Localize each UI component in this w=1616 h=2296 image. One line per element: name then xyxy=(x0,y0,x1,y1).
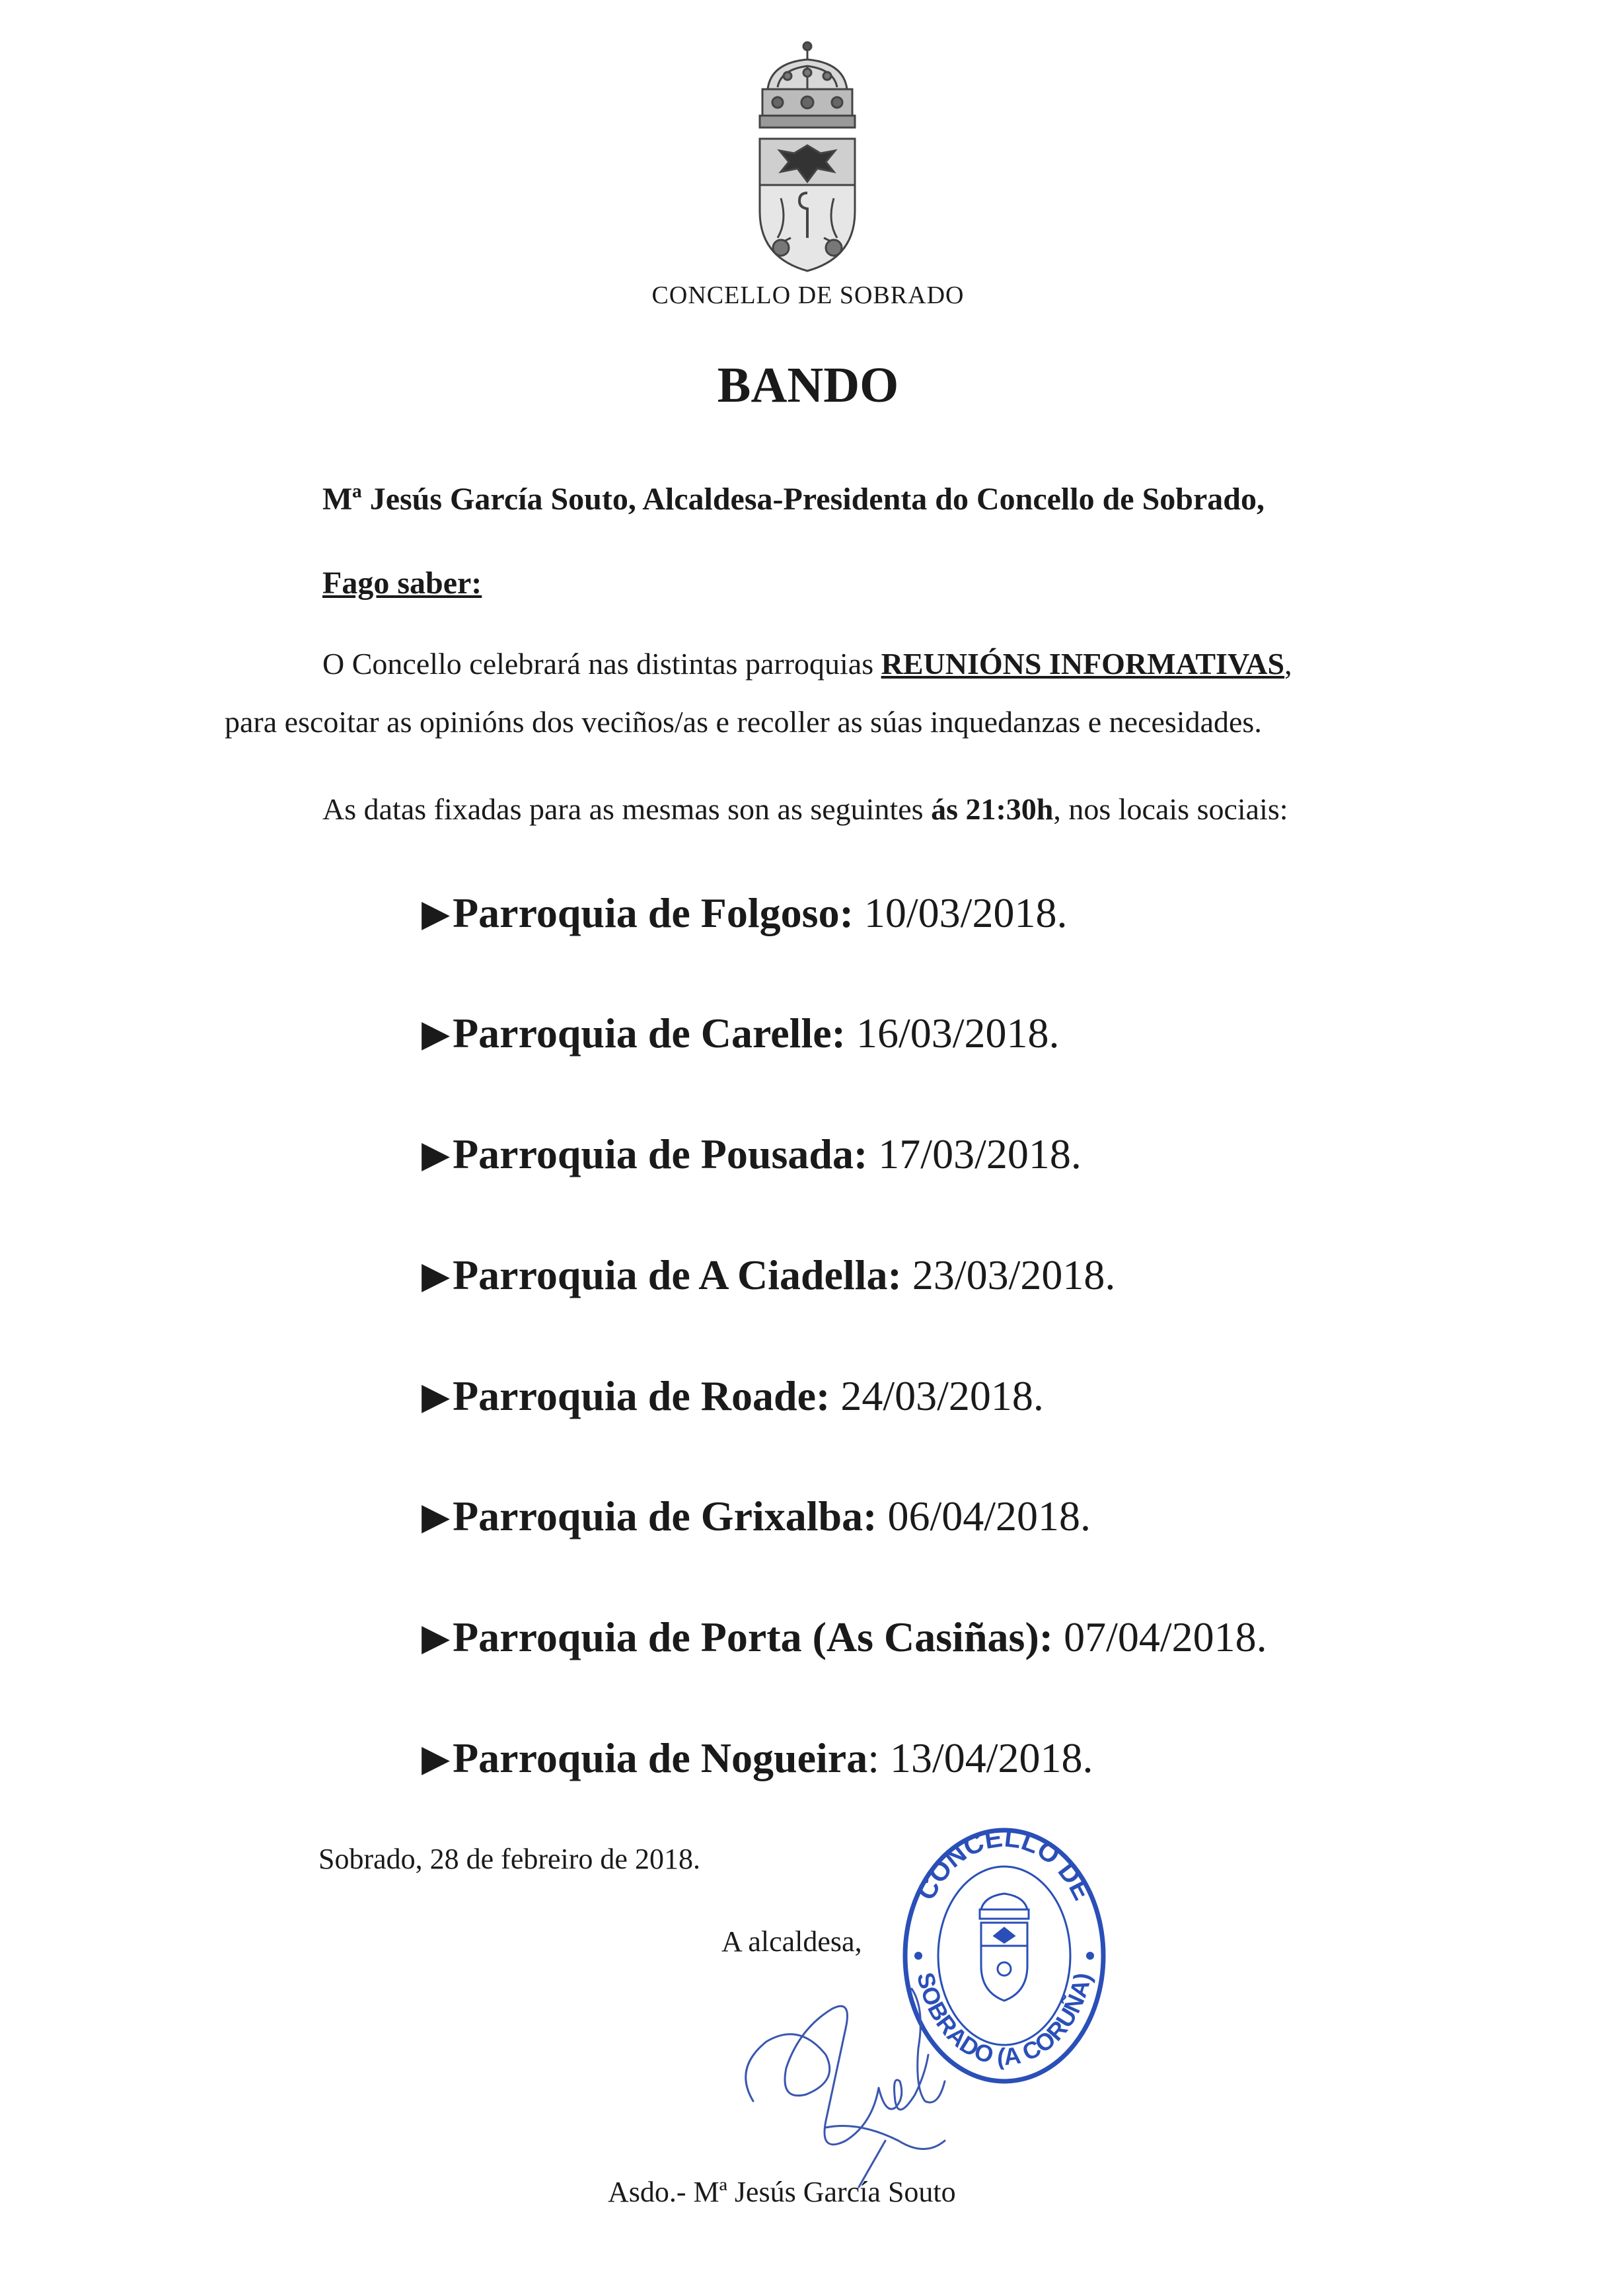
parish-name: Parroquia de A Ciadella: xyxy=(453,1251,902,1298)
parish-item xyxy=(422,1613,1267,1662)
parish-date: 24/03/2018. xyxy=(830,1372,1044,1419)
paragraph-meetings-end: , xyxy=(1284,647,1292,681)
arrow-icon: ▶ xyxy=(422,1134,451,1175)
parish-name: Parroquia de Nogueira xyxy=(453,1734,868,1781)
parish-date: 23/03/2018. xyxy=(901,1251,1116,1298)
parish-name: Parroquia de Pousada: xyxy=(453,1130,868,1177)
parish-name: Parroquia de Folgoso: xyxy=(453,889,854,936)
paragraph-purpose: para escoitar as opinións dos veciños/as e recoller as súas inquedanzas e necesidades. xyxy=(225,705,1262,739)
svg-text:CONCELLO DE xyxy=(912,1824,1097,1905)
paragraph-schedule-end: , nos locais sociais: xyxy=(1053,792,1288,826)
parish-date: 06/04/2018. xyxy=(877,1493,1091,1539)
document-title: BANDO xyxy=(717,357,899,413)
time-emphasis: ás 21:30h xyxy=(931,792,1054,826)
arrow-icon: ▶ xyxy=(422,1497,451,1537)
parish-name: Parroquia de Roade: xyxy=(453,1372,830,1419)
mayor-line: Mª Jesús García Souto, Alcaldesa-Presidenta do Concello de Sobrado, xyxy=(322,482,1265,517)
parish-item xyxy=(422,1130,1082,1179)
municipal-crest-icon xyxy=(741,40,873,274)
stamp-bottom-text: SOBRADO (A CORUÑA) xyxy=(912,1970,1097,2071)
parish-name: Parroquia de Porta (As Casiñas): xyxy=(453,1613,1054,1660)
stamp-top-text: CONCELLO DE xyxy=(911,1824,1097,1905)
parish-name: Parroquia de Carelle: xyxy=(453,1010,846,1056)
organization-name: CONCELLO DE SOBRADO xyxy=(651,281,965,309)
arrow-icon: ▶ xyxy=(422,1617,451,1658)
parish-item xyxy=(422,1251,1115,1300)
fago-saber-heading: Fago saber: xyxy=(322,566,482,601)
place-and-date: Sobrado, 28 de febreiro de 2018. xyxy=(318,1843,700,1875)
parish-item xyxy=(422,889,1067,938)
arrow-icon: ▶ xyxy=(422,1014,451,1055)
paragraph-schedule-start: As datas fixadas para as mesmas son as seguintes xyxy=(322,792,932,826)
paragraph-meetings-start: O Concello celebrará nas distintas parroquias xyxy=(322,647,881,681)
closing-title: A alcaldesa, xyxy=(721,1925,862,1958)
parish-date: : 13/04/2018. xyxy=(867,1734,1093,1781)
signed-by: Asdo.- Mª Jesús García Souto xyxy=(608,2176,956,2208)
parish-item xyxy=(422,1372,1044,1421)
parish-date: 16/03/2018. xyxy=(845,1010,1060,1056)
parish-item xyxy=(422,1492,1091,1541)
meetings-emphasis: REUNIÓNS INFORMATIVAS xyxy=(881,647,1285,681)
paragraph-schedule xyxy=(322,792,1288,827)
parish-item xyxy=(422,1734,1093,1783)
arrow-icon: ▶ xyxy=(422,1255,451,1296)
handwritten-signature xyxy=(727,1969,1004,2200)
parish-name: Parroquia de Grixalba: xyxy=(453,1493,877,1539)
arrow-icon: ▶ xyxy=(422,1738,451,1779)
parish-item xyxy=(422,1009,1060,1058)
parish-date: 17/03/2018. xyxy=(867,1130,1082,1177)
parish-date: 10/03/2018. xyxy=(853,889,1068,936)
parish-date: 07/04/2018. xyxy=(1053,1613,1267,1660)
paragraph-meetings xyxy=(322,646,1292,681)
arrow-icon: ▶ xyxy=(422,893,451,934)
arrow-icon: ▶ xyxy=(422,1376,451,1417)
